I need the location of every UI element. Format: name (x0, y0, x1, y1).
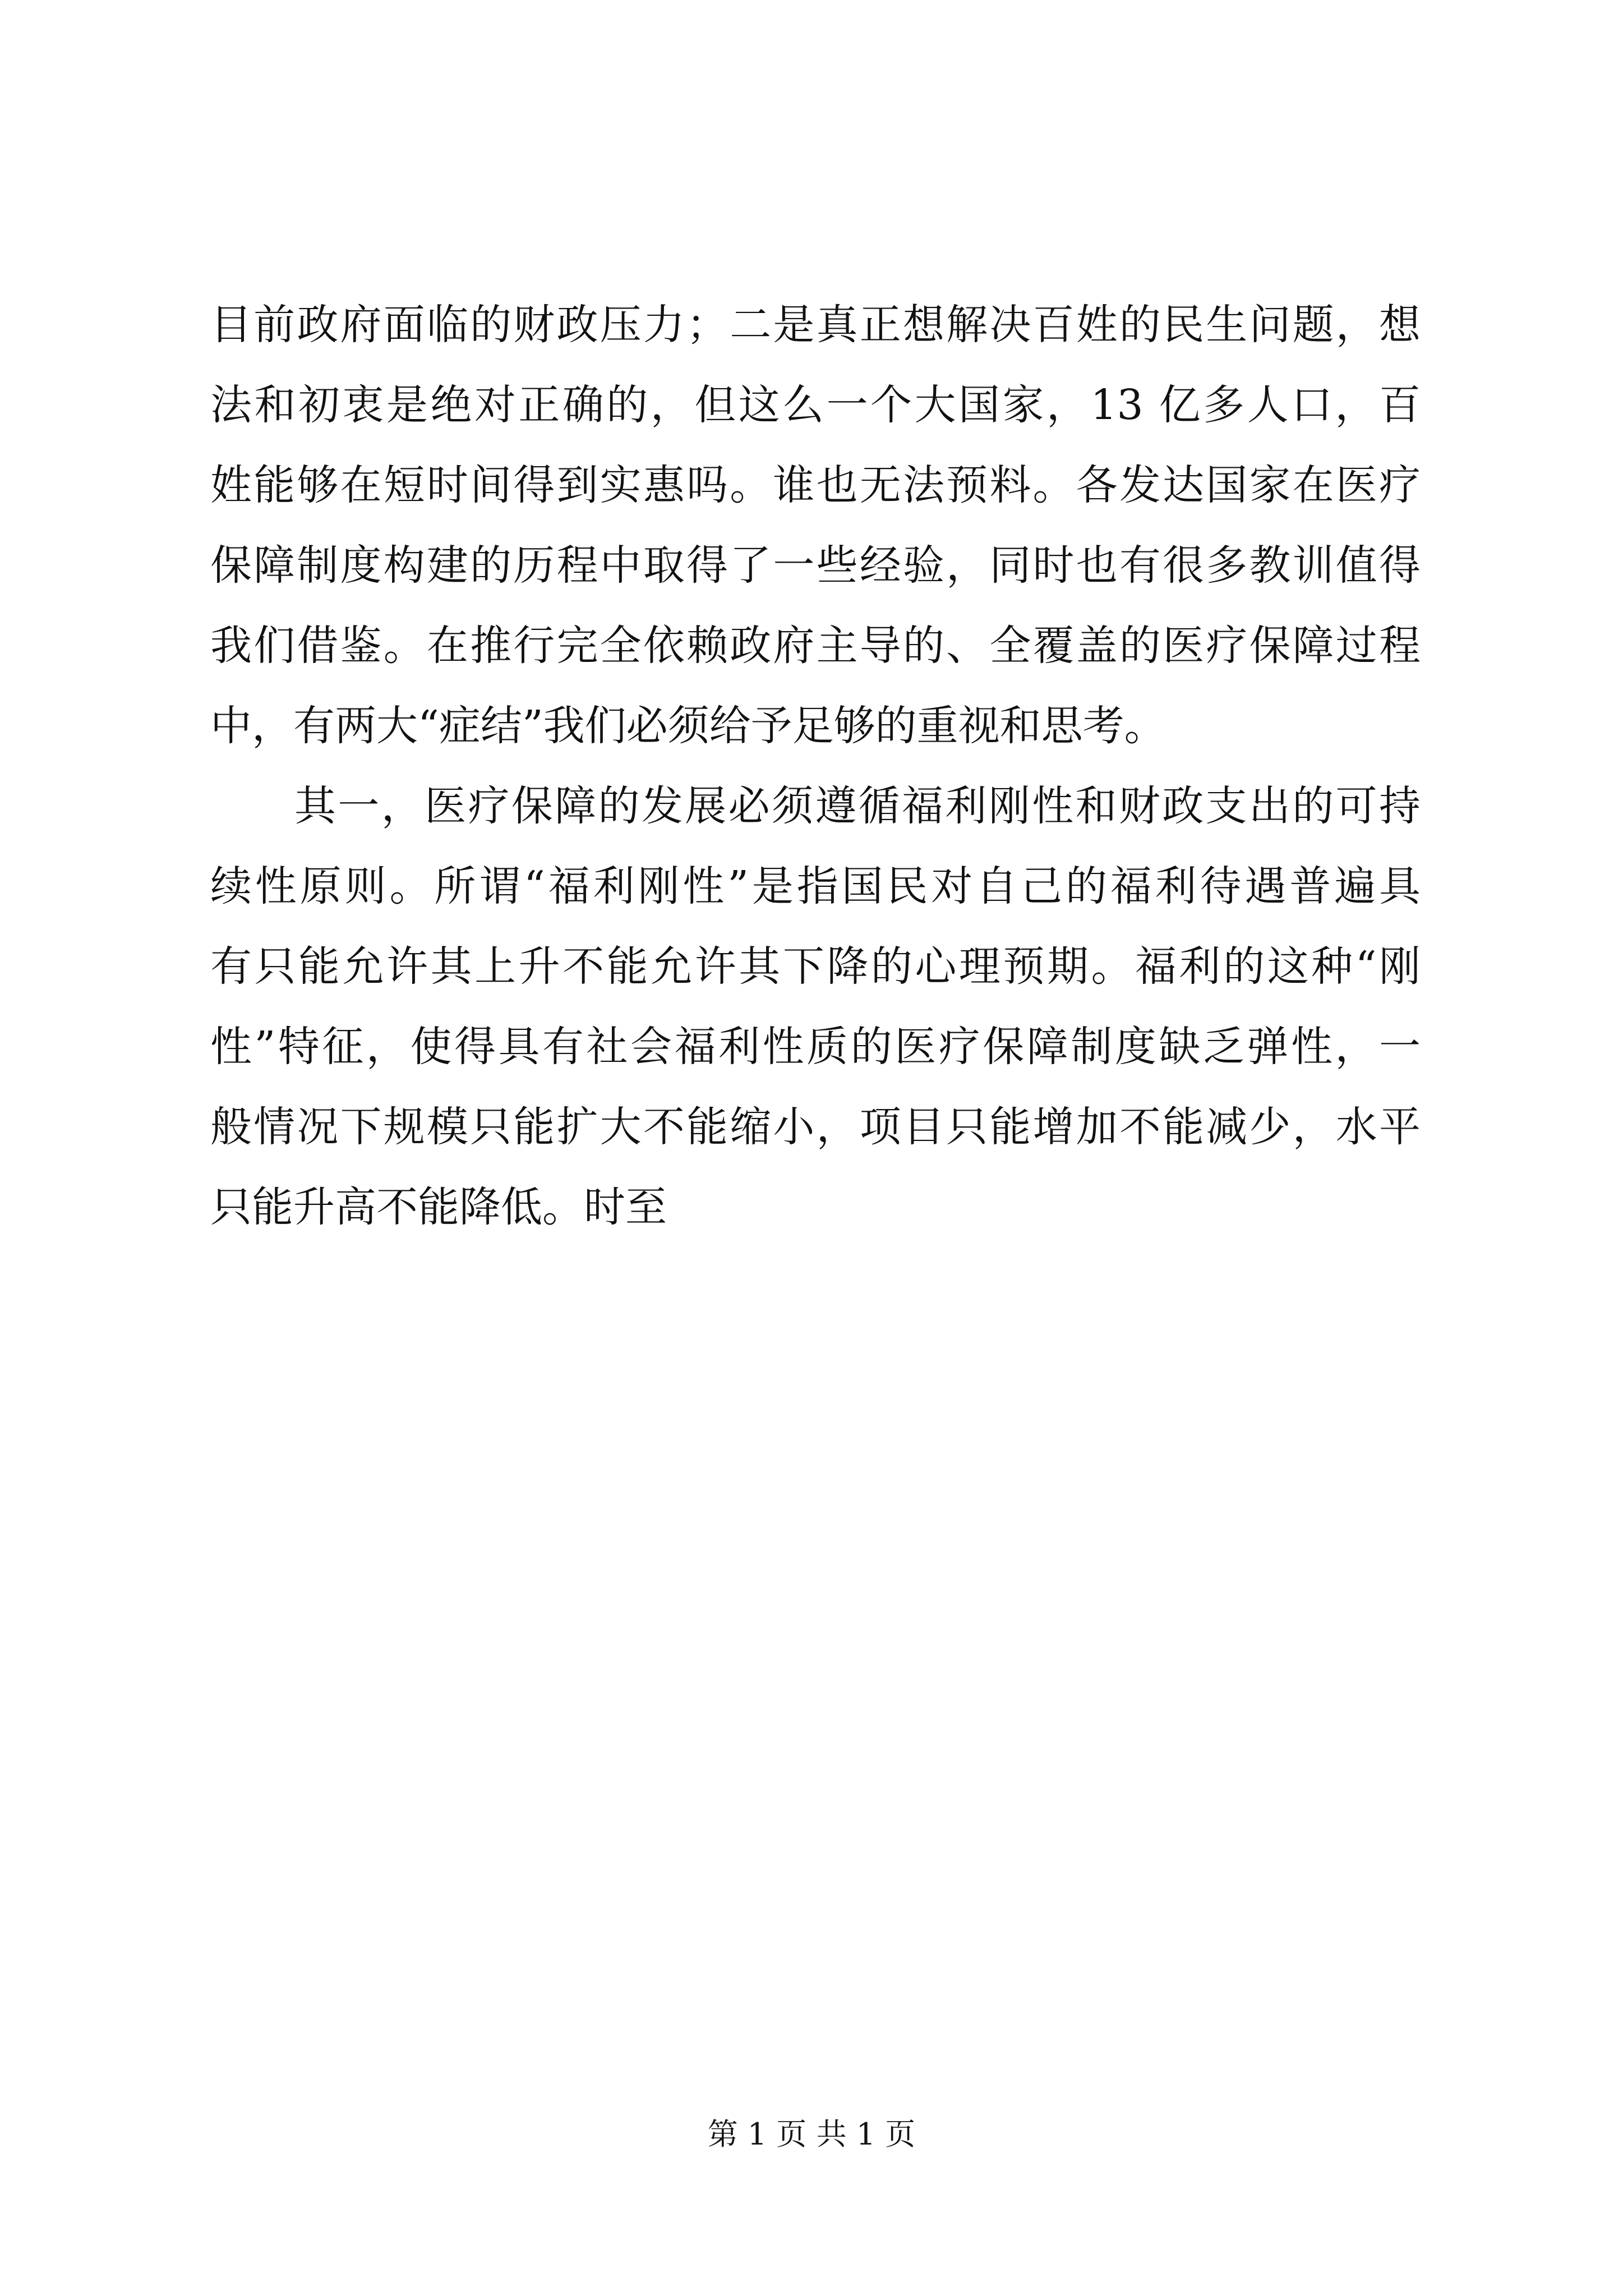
text-line: 我们借鉴。在推行完全依赖政府主导的、全覆盖的医疗保障过程 (210, 622, 1421, 670)
text-line: 保障制度构建的历程中取得了一些经验，同时也有很多教训值得 (210, 541, 1421, 590)
paragraph-first-line: 其一，医疗保障的发展必须遵循福利刚性和财政支出的可持 (294, 782, 1421, 830)
text-line: 有只能允许其上升不能允许其下降的心理预期。福利的这种“刚 (210, 942, 1421, 991)
document-body (210, 285, 1421, 1248)
text-line: 姓能够在短时间得到实惠吗。谁也无法预料。各发达国家在医疗 (210, 461, 1421, 509)
text-line: 性”特征，使得具有社会福利性质的医疗保障制度缺乏弹性，一 (210, 1023, 1421, 1071)
text-line: 般情况下规模只能扩大不能缩小，项目只能增加不能减少，水平 (210, 1103, 1421, 1151)
page-footer: 第 1 页 共 1 页 (707, 2116, 916, 2152)
text-line: 续性原则。所谓“福利刚性”是指国民对自己的福利待遇普遍具 (210, 862, 1421, 910)
text-line: 只能升高不能降低。时至 (210, 1183, 667, 1231)
text-line: 法和初衷是绝对正确的，但这么一个大国家，13 亿多人口，百 (210, 381, 1421, 429)
text-line: 中，有两大“症结”我们必须给予足够的重视和思考。 (210, 702, 1166, 750)
text-line: 目前政府面临的财政压力；二是真正想解决百姓的民生问题，想 (210, 301, 1421, 349)
